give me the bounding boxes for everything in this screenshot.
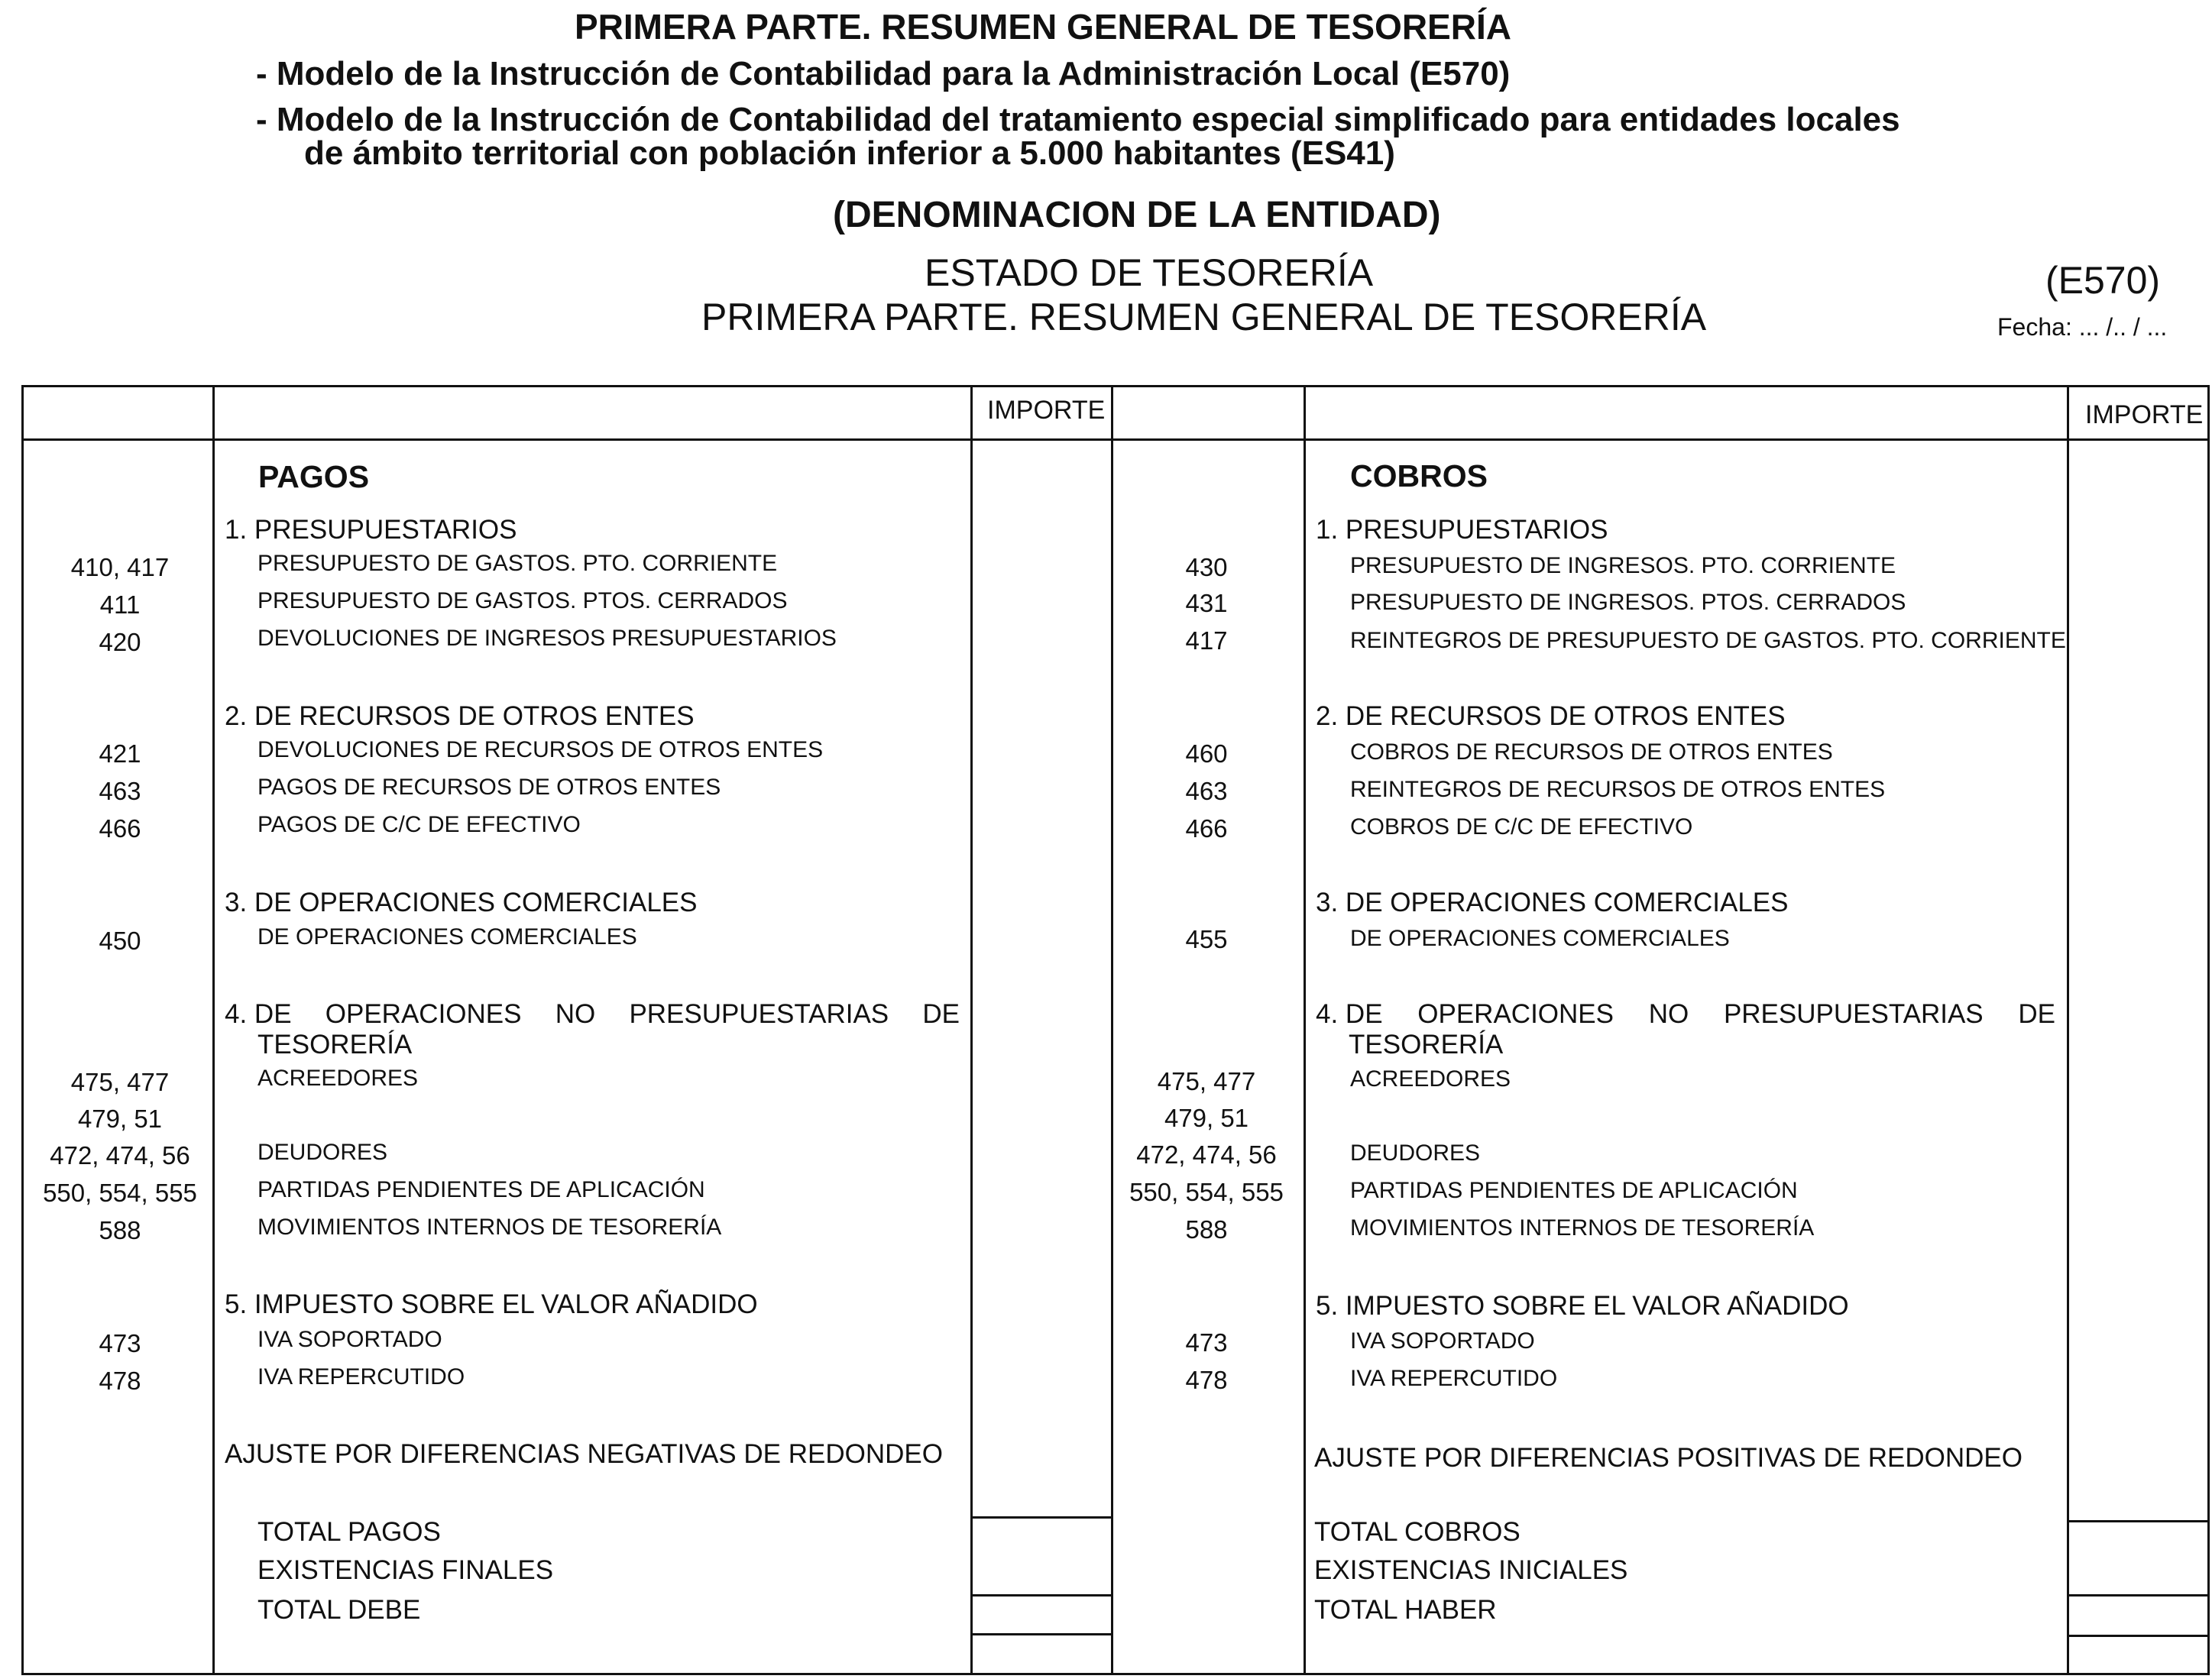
cobros-section-4-line2: TESORERÍA [1349,1030,1504,1059]
pagos-item-label: DEUDORES [257,1140,388,1165]
pagos-item-label: DEVOLUCIONES DE INGRESOS PRESUPUESTARIOS [257,626,837,651]
cobros-code: 473 [1185,1328,1228,1357]
column-divider [1304,385,1306,1675]
cobros-item-label: MOVIMIENTOS INTERNOS DE TESORERÍA [1350,1215,1815,1241]
pagos-code: 463 [99,777,141,805]
pagos-section-4-word: 4. DE [225,999,292,1029]
cobros-heading: COBROS [1350,458,1488,493]
table-border-right [2207,385,2210,1675]
cobros-section-4-word: DE [2018,999,2055,1029]
model-code: (E570) [2045,259,2161,302]
pagos-item-label: PAGOS DE RECURSOS DE OTROS ENTES [257,775,721,800]
pagos-section-1: 1. PRESUPUESTARIOS [225,515,517,545]
cobros-code: 475, 477 [1157,1067,1256,1095]
table-border-left [21,385,24,1675]
pagos-item-label: MOVIMIENTOS INTERNOS DE TESORERÍA [257,1215,722,1240]
pagos-section-4-word: OPERACIONES [325,999,522,1029]
pagos-code: 411 [99,590,141,619]
importe-header-right: IMPORTE [2085,400,2204,429]
cobros-section-1: 1. PRESUPUESTARIOS [1316,515,1608,545]
cobros-item-label: IVA SOPORTADO [1350,1328,1535,1354]
cobros-ajuste: AJUSTE POR DIFERENCIAS POSITIVAS DE REDONDEO [1314,1443,2023,1473]
column-divider [2067,385,2069,1675]
total-line [970,1516,1112,1519]
pagos-section-5: 5. IMPUESTO SOBRE EL VALOR AÑADIDO [225,1289,758,1319]
cobros-code: 550, 554, 555 [1129,1178,1284,1206]
pagos-item-label: IVA SOPORTADO [257,1327,442,1352]
pagos-section-2: 2. DE RECURSOS DE OTROS ENTES [225,701,695,731]
column-divider [1111,385,1113,1675]
total-debe-label: TOTAL DEBE [257,1595,421,1625]
pagos-section-4 [225,999,960,1060]
table-border-top [21,385,2210,387]
total-haber-label: TOTAL HABER [1314,1595,1497,1625]
model-line-1: - Modelo de la Instrucción de Contabilidad para la Administración Local (E570) [256,55,1511,92]
cobros-section-3: 3. DE OPERACIONES COMERCIALES [1316,888,1789,917]
existencias-iniciales-label: EXISTENCIAS INICIALES [1314,1555,1628,1585]
pagos-code: 450 [99,927,141,955]
pagos-section-4-word: DE [922,999,960,1029]
pagos-item-label: PARTIDAS PENDIENTES DE APLICACIÓN [257,1177,705,1202]
pagos-section-3: 3. DE OPERACIONES COMERCIALES [225,888,698,917]
pagos-ajuste: AJUSTE POR DIFERENCIAS NEGATIVAS DE REDONDEO [225,1439,943,1469]
cobros-item-label: DEUDORES [1350,1140,1481,1166]
cobros-section-2: 2. DE RECURSOS DE OTROS ENTES [1316,701,1786,731]
pagos-code: 410, 417 [70,553,170,581]
pagos-code: 588 [99,1216,141,1244]
cobros-item-label: PARTIDAS PENDIENTES DE APLICACIÓN [1350,1178,1798,1203]
pagos-code: 478 [99,1367,141,1395]
total-line [2067,1520,2210,1522]
fecha-field: Fecha: ... /.. / ... [1997,313,2168,341]
pagos-item-label: IVA REPERCUTIDO [257,1364,465,1389]
cobros-code: 417 [1185,626,1228,655]
header-row-divider [21,438,2210,441]
cobros-section-4-word: PRESUPUESTARIAS [1723,999,1984,1029]
total-cobros-label: TOTAL COBROS [1314,1517,1521,1547]
importe-header-left: IMPORTE [987,396,1106,425]
cobros-section-4-word: OPERACIONES [1417,999,1614,1029]
pagos-section-4-line2: TESORERÍA [257,1030,413,1059]
total-line [2067,1635,2210,1637]
cobros-code: 479, 51 [1164,1104,1249,1132]
cobros-item-label: IVA REPERCUTIDO [1350,1366,1558,1391]
existencias-finales-label: EXISTENCIAS FINALES [257,1555,554,1585]
column-divider [970,385,973,1675]
pagos-section-4-word: NO [555,999,596,1029]
cobros-code: 430 [1185,553,1228,581]
table-border-bottom [21,1673,2210,1675]
column-divider [212,385,215,1675]
pagos-code: 550, 554, 555 [43,1179,197,1207]
pagos-code: 466 [99,814,141,843]
pagos-code: 475, 477 [70,1068,170,1096]
total-line [970,1594,1112,1597]
pagos-code: 420 [99,628,141,656]
pagos-code: 479, 51 [77,1105,163,1133]
pagos-code: 421 [99,739,141,768]
cobros-code: 478 [1185,1366,1228,1394]
cobros-code: 455 [1185,925,1228,953]
page-title: PRIMERA PARTE. RESUMEN GENERAL DE TESORERÍA [575,7,1511,47]
pagos-item-label: DE OPERACIONES COMERCIALES [257,924,637,949]
model-line-3: de ámbito territorial con población inferior a 5.000 habitantes (ES41) [304,134,1395,172]
cobros-item-label: ACREEDORES [1350,1066,1511,1092]
pagos-item-label: DEVOLUCIONES DE RECURSOS DE OTROS ENTES [257,737,824,762]
cobros-section-5: 5. IMPUESTO SOBRE EL VALOR AÑADIDO [1316,1291,1849,1321]
cobros-item-label: REINTEGROS DE PRESUPUESTO DE GASTOS. PTO. CORRIENTE [1350,628,2066,653]
cobros-item-label: PRESUPUESTO DE INGRESOS. PTOS. CERRADOS [1350,590,1906,615]
cobros-item-label: PRESUPUESTO DE INGRESOS. PTO. CORRIENTE [1350,553,1896,578]
cobros-item-label: COBROS DE C/C DE EFECTIVO [1350,814,1693,840]
pagos-item-label: ACREEDORES [257,1066,419,1091]
cobros-code: 472, 474, 56 [1136,1140,1277,1169]
pagos-section-4-word: PRESUPUESTARIAS [629,999,889,1029]
cobros-item-label: DE OPERACIONES COMERCIALES [1350,926,1730,951]
cobros-section-4 [1316,999,2055,1060]
pagos-heading: PAGOS [258,459,370,494]
cobros-code: 431 [1185,589,1228,617]
cobros-section-4-word: NO [1648,999,1689,1029]
entity-name: (DENOMINACION DE LA ENTIDAD) [833,195,1441,235]
model-line-2: - Modelo de la Instrucción de Contabilidad del tratamiento especial simplificado para entidades locales [256,101,1900,138]
total-line [970,1633,1112,1635]
state-subtitle: PRIMERA PARTE. RESUMEN GENERAL DE TESORERÍA [701,296,1707,338]
cobros-item-label: REINTEGROS DE RECURSOS DE OTROS ENTES [1350,777,1886,802]
pagos-code: 473 [99,1329,141,1357]
total-line [2067,1594,2210,1597]
cobros-code: 463 [1185,777,1228,805]
cobros-code: 588 [1185,1215,1228,1244]
pagos-item-label: PAGOS DE C/C DE EFECTIVO [257,812,581,837]
total-pagos-label: TOTAL PAGOS [257,1517,441,1547]
cobros-code: 460 [1185,739,1228,768]
state-title: ESTADO DE TESORERÍA [925,251,1374,294]
cobros-item-label: COBROS DE RECURSOS DE OTROS ENTES [1350,739,1833,765]
cobros-code: 466 [1185,814,1228,843]
cobros-section-4-word: 4. DE [1316,999,1383,1029]
pagos-item-label: PRESUPUESTO DE GASTOS. PTOS. CERRADOS [257,588,788,613]
pagos-item-label: PRESUPUESTO DE GASTOS. PTO. CORRIENTE [257,551,778,576]
pagos-code: 472, 474, 56 [50,1141,190,1169]
